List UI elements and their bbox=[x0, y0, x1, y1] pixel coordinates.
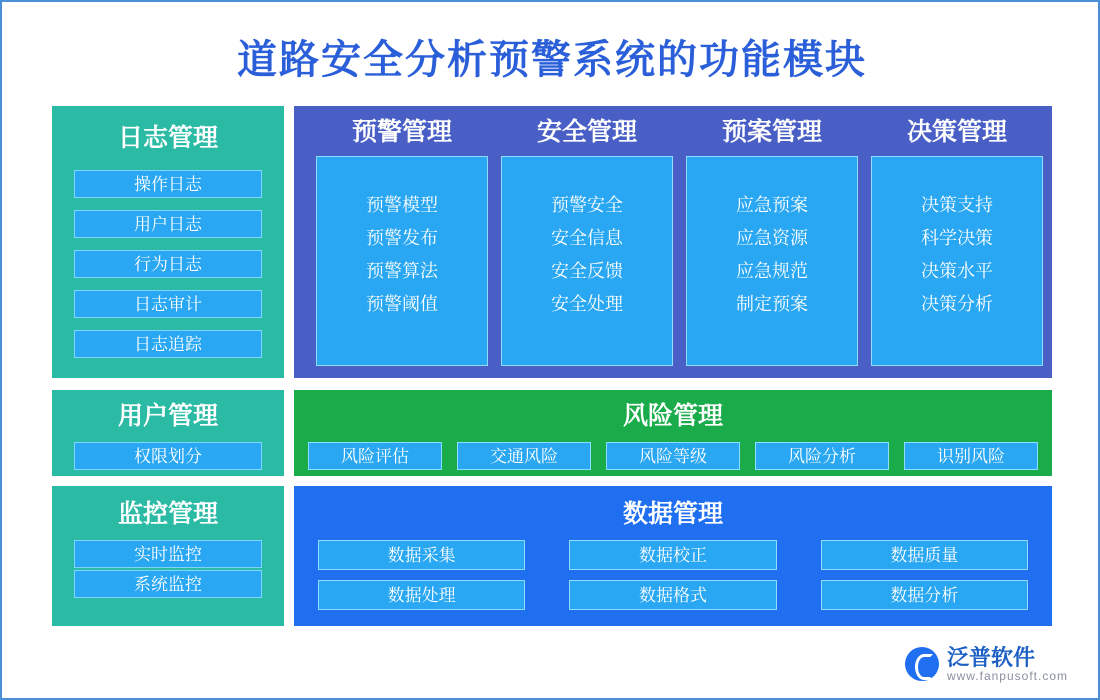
list-item[interactable]: 风险评估 bbox=[308, 442, 442, 470]
list-item[interactable]: 应急预案 bbox=[736, 195, 808, 215]
list-item[interactable]: 制定预案 bbox=[736, 294, 808, 314]
list-item[interactable]: 日志追踪 bbox=[74, 330, 262, 358]
list-item[interactable]: 交通风险 bbox=[457, 442, 591, 470]
list-item[interactable]: 识别风险 bbox=[904, 442, 1038, 470]
warning-management-items bbox=[316, 156, 488, 366]
safety-management-title: 安全管理 bbox=[536, 119, 637, 146]
list-item[interactable]: 安全反馈 bbox=[551, 261, 623, 281]
warning-management-title: 预警管理 bbox=[351, 119, 452, 146]
list-item[interactable]: 预警算法 bbox=[366, 261, 438, 281]
list-item[interactable]: 数据采集 bbox=[318, 540, 525, 570]
module-user-management bbox=[52, 390, 284, 476]
list-item[interactable]: 预警模型 bbox=[366, 195, 438, 215]
list-item[interactable]: 数据校正 bbox=[569, 540, 776, 570]
list-item[interactable]: 风险等级 bbox=[606, 442, 740, 470]
list-item[interactable]: 日志审计 bbox=[74, 290, 262, 318]
list-item[interactable]: 数据处理 bbox=[318, 580, 525, 610]
brand-logo bbox=[905, 645, 1068, 684]
list-item[interactable]: 实时监控 bbox=[74, 540, 262, 568]
list-item[interactable]: 风险分析 bbox=[755, 442, 889, 470]
module-plan-management bbox=[686, 114, 858, 370]
list-item[interactable]: 预警阈值 bbox=[366, 294, 438, 314]
module-data-management bbox=[294, 486, 1052, 626]
plan-management-items bbox=[686, 156, 858, 366]
plan-management-title: 预案管理 bbox=[721, 119, 822, 146]
user-management-items bbox=[52, 442, 284, 470]
list-item[interactable]: 安全信息 bbox=[551, 228, 623, 248]
list-item[interactable]: 预警发布 bbox=[366, 228, 438, 248]
list-item[interactable]: 决策水平 bbox=[921, 261, 993, 281]
list-item[interactable]: 用户日志 bbox=[74, 210, 262, 238]
brand-mark-icon bbox=[905, 647, 939, 681]
risk-management-title: 风险管理 bbox=[622, 403, 723, 430]
safety-management-items bbox=[501, 156, 673, 366]
log-management-title: 日志管理 bbox=[117, 125, 218, 152]
module-warning-management bbox=[316, 114, 488, 370]
list-item[interactable]: 操作日志 bbox=[74, 170, 262, 198]
decision-management-title: 决策管理 bbox=[906, 119, 1007, 146]
module-monitor-management bbox=[52, 486, 284, 626]
list-item[interactable]: 行为日志 bbox=[74, 250, 262, 278]
list-item[interactable]: 数据质量 bbox=[821, 540, 1028, 570]
list-item[interactable]: 预警安全 bbox=[551, 195, 623, 215]
module-log-management bbox=[52, 106, 284, 378]
log-management-items bbox=[52, 170, 284, 358]
module-decision-management bbox=[871, 114, 1043, 370]
risk-management-items bbox=[294, 442, 1052, 470]
data-management-title: 数据管理 bbox=[622, 501, 723, 528]
page-title: 道路安全分析预警系统的功能模块 bbox=[237, 38, 867, 82]
module-safety-management bbox=[501, 114, 673, 370]
monitor-management-items bbox=[52, 540, 284, 598]
list-item[interactable]: 数据分析 bbox=[821, 580, 1028, 610]
list-item[interactable]: 决策分析 bbox=[921, 294, 993, 314]
user-management-title: 用户管理 bbox=[117, 403, 218, 430]
monitor-management-title: 监控管理 bbox=[117, 501, 218, 528]
list-item[interactable]: 应急规范 bbox=[736, 261, 808, 281]
list-item[interactable]: 决策支持 bbox=[921, 195, 993, 215]
brand-name: 泛普软件 bbox=[946, 644, 1035, 670]
list-item[interactable]: 安全处理 bbox=[551, 294, 623, 314]
list-item[interactable]: 应急资源 bbox=[736, 228, 808, 248]
brand-url: www.fanpusoft.com bbox=[946, 669, 1068, 684]
list-item[interactable]: 系统监控 bbox=[74, 570, 262, 598]
brand-text bbox=[947, 645, 1068, 684]
module-warning-group bbox=[294, 106, 1052, 378]
list-item[interactable]: 数据格式 bbox=[569, 580, 776, 610]
list-item[interactable]: 权限划分 bbox=[74, 442, 262, 470]
list-item[interactable]: 科学决策 bbox=[921, 228, 993, 248]
decision-management-items bbox=[871, 156, 1043, 366]
module-risk-management bbox=[294, 390, 1052, 476]
data-management-items bbox=[294, 540, 1052, 610]
